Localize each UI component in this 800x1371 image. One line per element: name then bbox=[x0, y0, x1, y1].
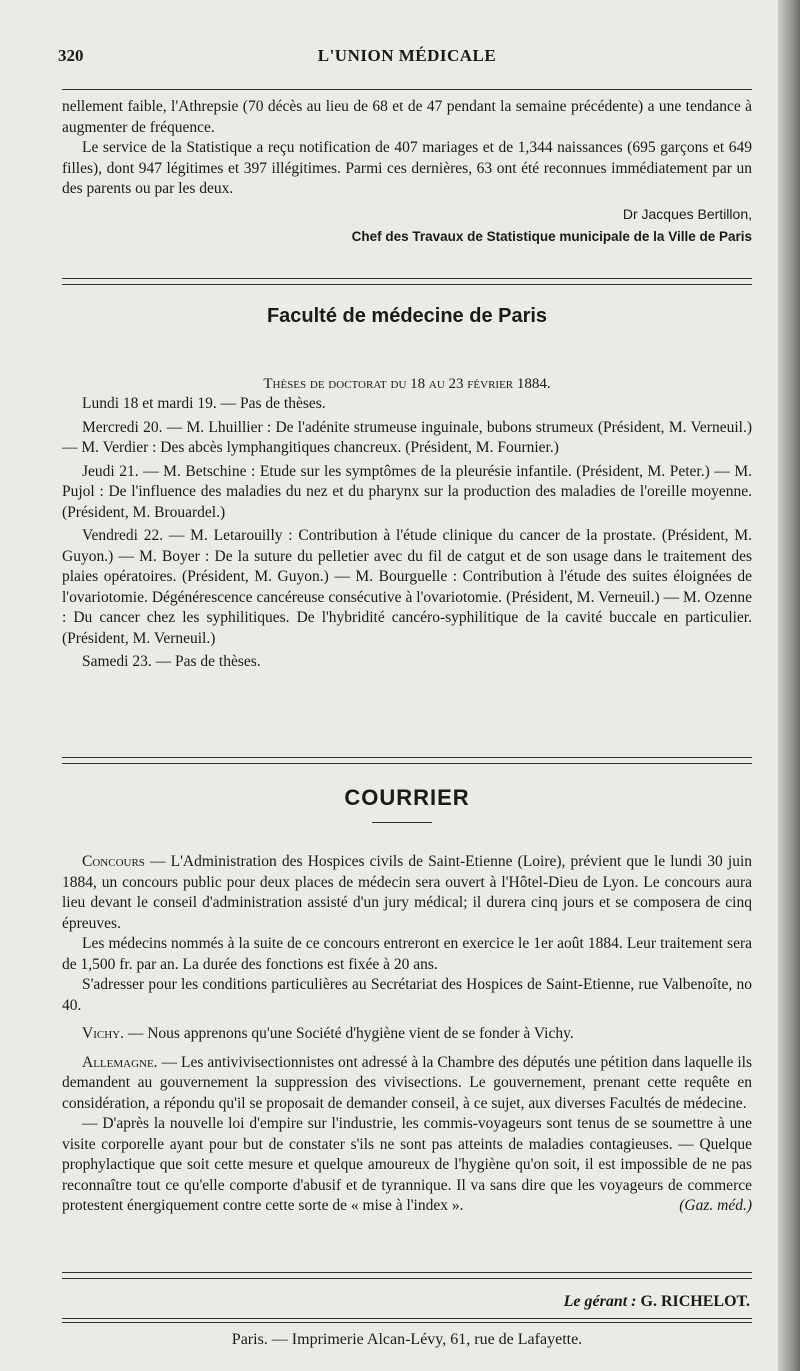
statistics-section bbox=[62, 97, 752, 248]
page-number: 320 bbox=[58, 46, 84, 65]
gerant-line bbox=[62, 1292, 750, 1313]
allemagne-label: Allemagne. bbox=[82, 1053, 158, 1071]
these-entry: Samedi 23. — Pas de thèses. bbox=[82, 653, 261, 670]
these-entry: Mercredi 20. — M. Lhuillier : De l'adénite strumeuse inguinale, bubons strumeux (Président, M. Verneuil.) — M. Verdier : Des abcès lymphangitiques chancreux. (Président, M. Fournier.) bbox=[62, 418, 752, 456]
courrier-title: COURRIER bbox=[344, 785, 470, 810]
footer-rule bbox=[62, 1318, 752, 1323]
courrier-underline bbox=[372, 822, 432, 823]
faculte-title: Faculté de médecine de Paris bbox=[266, 305, 548, 327]
theses-list bbox=[62, 394, 752, 673]
vichy-paragraph: Vichy. — Nous apprenons qu'une Société d'hygiène vient de se fonder à Vichy. bbox=[82, 1025, 574, 1042]
concours-label: Concours bbox=[82, 853, 145, 870]
journal-title: L'UNION MÉDICALE bbox=[317, 46, 497, 65]
gerant-label: Le gérant : bbox=[563, 1293, 637, 1310]
footer-divider bbox=[62, 1272, 752, 1279]
courrier-section bbox=[62, 852, 752, 1217]
page-edge-shadow bbox=[778, 0, 800, 1371]
header-rule bbox=[62, 89, 752, 90]
source-citation: (Gaz. méd.) bbox=[679, 1197, 752, 1214]
these-entry: Jeudi 21. — M. Betschine : Etude sur les symptômes de la pleurésie infantile. (Président, M. Peter.) — M. Pujol : De l'influence des maladies du nez et du pharynx sur la production des maladies de l'oreille moyenne. (Président, M. Brouardel.) bbox=[62, 462, 752, 521]
concours-paragraph: Concours — L'Administration des Hospices civils de Saint-Etienne (Loire), prévient que le lundi 30 juin 1884, un concours public pour deux places de médecin sera ouvert à l'Hôtel-Dieu de Lyon. Le concours aura lieu devant le conseil d'administration assisté d'un jury médical; il durera cinq jours et se composera de cinq épreuves. bbox=[62, 853, 752, 932]
theses-heading: Thèses de doctorat du 18 au 23 février 1884. bbox=[263, 376, 551, 392]
these-entry: Lundi 18 et mardi 19. — Pas de thèses. bbox=[82, 395, 326, 412]
statistics-paragraph: Le service de la Statistique a reçu notification de 407 mariages et de 1,344 naissances (695 garçons et 649 filles), dont 947 légitimes et 397 illégitimes. Parmi ces dernières, 63 ont été reconnues immédiatement par un des parents ou par les deux. bbox=[62, 139, 752, 197]
allemagne-paragraph: Allemagne. — Les antivivisectionnistes ont adressé à la Chambre des députés une pétition dans laquelle ils demandent au gouvernement la suppression des vivisections. Le gouvernement, prenant cette requête en considération, a répondu qu'il se proposait de demander conseil, à ce sujet, aux diverses Facultés de médecine. bbox=[62, 1053, 752, 1112]
concours-paragraph: Les médecins nommés à la suite de ce concours entreront en exercice le 1er août 1884. Leur traitement sera de 1,500 fr. par an. La durée des fonctions est fixée à 20 ans. bbox=[62, 935, 752, 973]
gerant-name: G. RICHELOT. bbox=[640, 1293, 750, 1310]
section-divider bbox=[62, 757, 752, 764]
vichy-label: Vichy. bbox=[82, 1025, 124, 1042]
these-entry: Vendredi 22. — M. Letarouilly : Contribution à l'étude clinique du cancer de la prostate. (Président, M. Guyon.) — M. Boyer : De la suture du pelletier avec du fil de catgut et de son usage dans le traitement des plaies opératoires. (Président, M. Guyon.) — M. Bourguelle : Contribution à l'étude des suites éloignées de l'ovariotomie. Dégénérescence cancéreuse consécutive à l'ovariotomie. (Président, M. Verneuil.) — M. Ozenne : Du cancer chez les syphilitiques. De l'hybridité cancéro-syphilitique de la cavité buccale en particulier. (Président, M. Verneuil.) bbox=[62, 527, 752, 647]
statistics-paragraph: nellement faible, l'Athrepsie (70 décès au lieu de 68 et de 47 pendant la semaine précédente) a une tendance à augmenter de fréquence. bbox=[62, 98, 752, 136]
signature-name: Dr Jacques Bertillon, bbox=[622, 205, 752, 222]
section-divider bbox=[62, 278, 752, 285]
imprint-line: Paris. — Imprimerie Alcan-Lévy, 61, rue de Lafayette. bbox=[231, 1331, 583, 1348]
concours-paragraph: S'adresser pour les conditions particulières au Secrétariat des Hospices de Saint-Etienne, rue Valbenoîte, no 40. bbox=[62, 976, 752, 1014]
signature-title: Chef des Travaux de Statistique municipale de la Ville de Paris bbox=[351, 229, 752, 244]
allemagne-paragraph: — D'après la nouvelle loi d'empire sur l'industrie, les commis-voyageurs sont tenus de se soumettre à une visite corporelle ayant pour but de constater s'ils ne sont pas atteints de maladies contagieuses. — Quelque prophylactique que soit cette mesure et quelque amoureux de l'hygiène qu'on soit, il est impossible de ne pas reconnaître tout ce qu'elle comporte d'abusif et de tyrannique. Il va sans dire que les voyageurs de commerce protestent énergiquement contre cette sorte de « mise à l'index ». (Gaz. méd.) bbox=[62, 1114, 752, 1217]
running-head bbox=[58, 46, 752, 72]
